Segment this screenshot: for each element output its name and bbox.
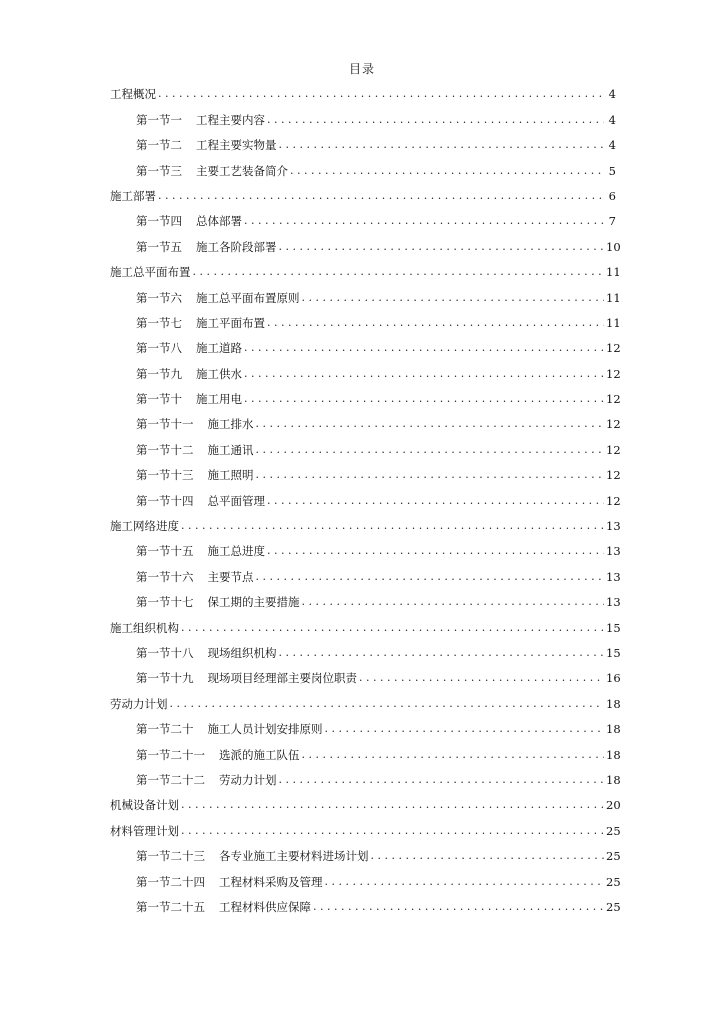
toc-dot-leader bbox=[371, 849, 605, 863]
toc-entry-number: 第一节十二 bbox=[136, 442, 194, 457]
toc-entry-number: 第一节六 bbox=[136, 290, 182, 305]
toc-chapter-entry[interactable] bbox=[110, 685, 621, 711]
toc-dot-leader bbox=[256, 443, 605, 457]
toc-entry-number: 第一节五 bbox=[136, 239, 182, 254]
toc-entry-number: 第一节九 bbox=[136, 366, 182, 381]
toc-dot-leader bbox=[302, 291, 605, 305]
toc-entry-title: 施工照明 bbox=[207, 468, 254, 483]
toc-dot-leader bbox=[302, 748, 605, 762]
toc-page-number: 15 bbox=[606, 645, 621, 660]
toc-chapter-entry[interactable] bbox=[110, 787, 621, 813]
toc-dot-leader bbox=[244, 367, 604, 381]
toc-section-entry[interactable] bbox=[110, 736, 621, 762]
toc-entry-title: 主要节点 bbox=[207, 569, 254, 584]
toc-entry-number: 第一节十三 bbox=[136, 468, 194, 483]
toc-page-number: 12 bbox=[606, 341, 621, 356]
toc-page-number: 12 bbox=[606, 493, 621, 508]
toc-entry-title: 施工道路 bbox=[196, 341, 242, 356]
toc-dot-leader bbox=[256, 417, 605, 431]
toc-page-number: 11 bbox=[606, 315, 621, 330]
toc-page-number: 13 bbox=[606, 569, 621, 584]
toc-entry-title: 劳动力计划 bbox=[219, 772, 277, 787]
toc-dot-leader bbox=[302, 595, 605, 609]
toc-section-entry[interactable] bbox=[110, 406, 621, 432]
toc-page-number: 7 bbox=[608, 214, 616, 229]
toc-dot-leader bbox=[256, 468, 605, 482]
toc-entry-number: 第一节二十二 bbox=[136, 772, 205, 787]
toc-chapter-entry[interactable] bbox=[110, 609, 621, 635]
toc-entry-title: 各专业施工主要材料进场计划 bbox=[219, 849, 369, 864]
toc-section-entry[interactable] bbox=[110, 279, 621, 305]
toc-entry-number: 第一节二十四 bbox=[136, 874, 205, 889]
toc-entry-number: 第一节十六 bbox=[136, 569, 194, 584]
toc-entry-title: 选派的施工队伍 bbox=[219, 747, 300, 762]
toc-entry-number: 第一节二十 bbox=[136, 722, 194, 737]
toc-page-number: 18 bbox=[606, 747, 621, 762]
toc-entry-number: 第一节二 bbox=[136, 138, 182, 153]
toc-entry-number: 第一节二十一 bbox=[136, 747, 205, 762]
toc-dot-leader bbox=[181, 824, 604, 838]
toc-page-number: 4 bbox=[608, 138, 616, 153]
toc-entry-title: 机械设备计划 bbox=[110, 798, 179, 813]
toc-entry-title: 工程材料采购及管理 bbox=[219, 874, 323, 889]
toc-entry-title: 施工供水 bbox=[196, 366, 242, 381]
toc-section-entry[interactable] bbox=[110, 457, 621, 483]
toc-page-number: 4 bbox=[608, 112, 616, 127]
toc-section-entry[interactable] bbox=[110, 152, 616, 177]
toc-section-entry[interactable] bbox=[110, 558, 621, 584]
toc-page-number: 12 bbox=[606, 417, 621, 432]
toc-entry-number: 第一节一 bbox=[136, 112, 182, 127]
toc-page-number: 25 bbox=[606, 823, 621, 838]
toc-dot-leader bbox=[279, 773, 605, 787]
toc-page-number: 4 bbox=[608, 87, 616, 102]
toc-dot-leader bbox=[267, 316, 604, 330]
table-of-contents bbox=[110, 76, 621, 914]
toc-page-number: 18 bbox=[606, 772, 621, 787]
toc-entry-title: 施工总进度 bbox=[207, 544, 265, 559]
toc-entry-title: 工程材料供应保障 bbox=[219, 899, 311, 914]
toc-page-number: 12 bbox=[606, 366, 621, 381]
toc-page-number: 5 bbox=[608, 163, 616, 178]
toc-entry-number: 第一节四 bbox=[136, 214, 182, 229]
toc-dot-leader bbox=[290, 164, 604, 178]
toc-dot-leader bbox=[267, 494, 604, 508]
toc-section-entry[interactable] bbox=[110, 762, 621, 787]
toc-title: 目录 bbox=[348, 62, 375, 76]
toc-entry-title: 现场项目经理部主要岗位职责 bbox=[207, 671, 357, 686]
toc-section-entry[interactable] bbox=[110, 381, 621, 407]
toc-entry-title: 施工总平面布置原则 bbox=[196, 290, 300, 305]
toc-dot-leader bbox=[359, 671, 604, 685]
toc-chapter-entry[interactable] bbox=[110, 508, 621, 534]
toc-section-entry[interactable] bbox=[110, 330, 621, 356]
toc-dot-leader bbox=[193, 265, 605, 279]
toc-entry-title: 工程主要内容 bbox=[196, 112, 265, 127]
toc-section-entry[interactable] bbox=[110, 533, 621, 559]
toc-chapter-entry[interactable] bbox=[110, 178, 616, 203]
toc-dot-leader bbox=[279, 138, 605, 152]
toc-section-entry[interactable] bbox=[110, 203, 616, 228]
toc-entry-title: 施工组织机构 bbox=[110, 620, 179, 635]
toc-entry-title: 工程概况 bbox=[110, 87, 156, 102]
toc-entry-number: 第一节十七 bbox=[136, 595, 194, 610]
toc-section-entry[interactable] bbox=[110, 660, 621, 686]
toc-page-number: 12 bbox=[606, 442, 621, 457]
toc-page-number: 18 bbox=[606, 696, 621, 711]
toc-section-entry[interactable] bbox=[110, 127, 616, 152]
toc-dot-leader bbox=[244, 341, 604, 355]
toc-page-number: 18 bbox=[606, 722, 621, 737]
toc-dot-leader bbox=[158, 189, 604, 203]
toc-dot-leader bbox=[267, 544, 604, 558]
toc-page-number: 12 bbox=[606, 392, 621, 407]
toc-entry-number: 第一节三 bbox=[136, 163, 182, 178]
toc-entry-title: 施工部署 bbox=[110, 188, 156, 203]
toc-section-entry[interactable] bbox=[110, 228, 621, 254]
toc-entry-title: 劳动力计划 bbox=[110, 696, 168, 711]
toc-entry-title: 施工总平面布置 bbox=[110, 265, 191, 280]
toc-entry-title: 保工期的主要措施 bbox=[207, 595, 300, 610]
toc-entry-number: 第一节十 bbox=[136, 392, 182, 407]
toc-entry-title: 现场组织机构 bbox=[207, 645, 277, 660]
toc-page-number: 6 bbox=[608, 188, 616, 203]
toc-dot-leader bbox=[158, 87, 604, 101]
toc-page-number: 25 bbox=[606, 874, 621, 889]
toc-dot-leader bbox=[325, 875, 605, 889]
toc-page-number: 16 bbox=[606, 671, 621, 686]
toc-entry-title: 总体部署 bbox=[196, 214, 242, 229]
toc-entry-number: 第一节二十三 bbox=[136, 849, 205, 864]
toc-entry-number: 第一节十八 bbox=[136, 645, 194, 660]
toc-section-entry[interactable] bbox=[110, 101, 616, 126]
toc-dot-leader bbox=[181, 519, 604, 533]
toc-section-entry[interactable] bbox=[110, 635, 621, 660]
toc-dot-leader bbox=[244, 392, 604, 406]
toc-section-entry[interactable] bbox=[110, 305, 621, 330]
toc-page-number: 11 bbox=[606, 265, 621, 280]
toc-dot-leader bbox=[170, 697, 605, 711]
toc-entry-title: 施工用电 bbox=[196, 392, 242, 407]
toc-dot-leader bbox=[313, 900, 604, 914]
toc-dot-leader bbox=[267, 113, 604, 127]
toc-entry-number: 第一节二十五 bbox=[136, 899, 205, 914]
toc-dot-leader bbox=[181, 798, 604, 812]
toc-section-entry[interactable] bbox=[110, 355, 621, 381]
toc-section-entry[interactable] bbox=[110, 838, 621, 864]
toc-entry-title: 施工各阶段部署 bbox=[196, 239, 277, 254]
toc-entry-title: 主要工艺装备简介 bbox=[196, 163, 288, 178]
toc-dot-leader bbox=[256, 570, 605, 584]
toc-entry-title: 施工排水 bbox=[207, 417, 254, 432]
toc-entry-title: 工程主要实物量 bbox=[196, 138, 277, 153]
toc-entry-number: 第一节十四 bbox=[136, 493, 194, 508]
toc-chapter-entry[interactable] bbox=[110, 254, 621, 280]
toc-section-entry[interactable] bbox=[110, 431, 621, 457]
toc-page-number: 10 bbox=[606, 239, 621, 254]
toc-page-number: 13 bbox=[606, 544, 621, 559]
toc-entry-title: 施工平面布置 bbox=[196, 315, 265, 330]
toc-entry-title: 材料管理计划 bbox=[110, 823, 179, 838]
toc-section-entry[interactable] bbox=[110, 584, 621, 610]
toc-page-number: 11 bbox=[606, 290, 621, 305]
toc-dot-leader bbox=[325, 722, 605, 736]
toc-entry-title: 施工通讯 bbox=[207, 442, 254, 457]
toc-page-number: 25 bbox=[606, 849, 621, 864]
toc-entry-title: 总平面管理 bbox=[207, 493, 265, 508]
toc-page-number: 15 bbox=[606, 620, 621, 635]
toc-section-entry[interactable] bbox=[110, 482, 621, 508]
toc-dot-leader bbox=[279, 646, 605, 660]
toc-dot-leader bbox=[279, 240, 605, 254]
toc-entry-number: 第一节十九 bbox=[136, 671, 194, 686]
toc-entry-title: 施工网络进度 bbox=[110, 519, 179, 534]
toc-page-number: 13 bbox=[606, 519, 621, 534]
toc-page-number: 13 bbox=[606, 595, 621, 610]
toc-entry-title: 施工人员计划安排原则 bbox=[207, 722, 323, 737]
toc-entry-number: 第一节八 bbox=[136, 341, 182, 356]
toc-dot-leader bbox=[244, 214, 604, 228]
toc-dot-leader bbox=[181, 621, 604, 635]
toc-section-entry[interactable] bbox=[110, 889, 621, 914]
toc-page-number: 20 bbox=[606, 798, 621, 813]
toc-entry-number: 第一节十五 bbox=[136, 544, 194, 559]
toc-section-entry[interactable] bbox=[110, 711, 621, 737]
toc-entry-number: 第一节十一 bbox=[136, 417, 194, 432]
toc-chapter-entry[interactable] bbox=[110, 76, 616, 101]
toc-page-number: 12 bbox=[606, 468, 621, 483]
toc-entry-number: 第一节七 bbox=[136, 315, 182, 330]
toc-chapter-entry[interactable] bbox=[110, 812, 621, 838]
toc-page-number: 25 bbox=[606, 899, 621, 914]
toc-section-entry[interactable] bbox=[110, 863, 621, 889]
